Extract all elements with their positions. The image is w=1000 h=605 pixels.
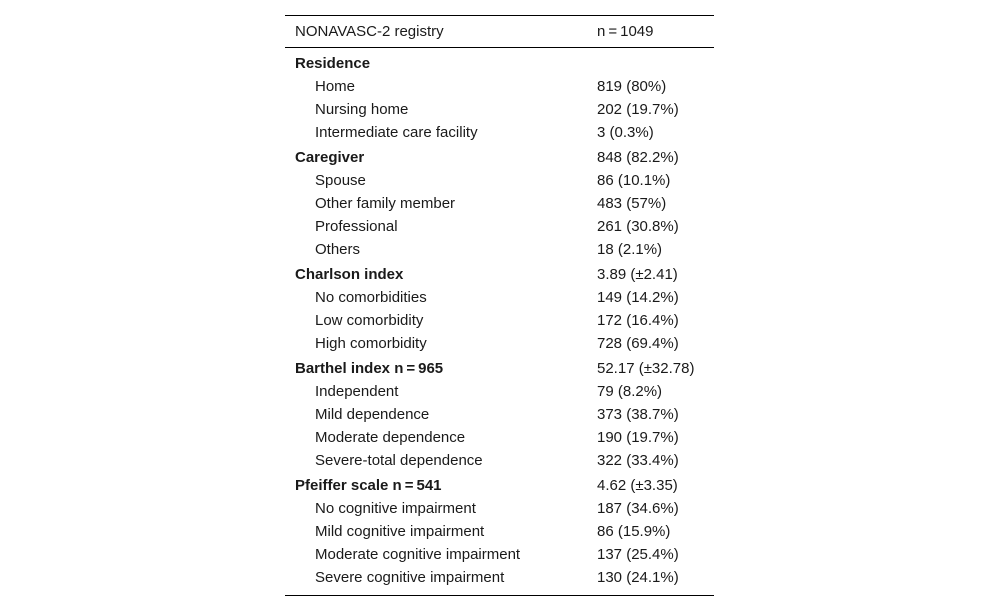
row-value: 483 (57%) (597, 195, 667, 212)
table-row (285, 543, 714, 566)
row-value: 18 (2.1%) (597, 241, 663, 258)
table-header (285, 16, 714, 48)
row-value: 149 (14.2%) (597, 289, 679, 306)
row-value: 728 (69.4%) (597, 335, 679, 352)
section-label: Residence (295, 55, 371, 72)
row-value (597, 48, 714, 76)
row-value: 848 (82.2%) (597, 149, 679, 166)
table-body (285, 48, 714, 596)
row-label: Moderate cognitive impairment (315, 546, 521, 563)
header-row (285, 16, 714, 48)
row-value: 3 (0.3%) (597, 124, 654, 141)
registry-table (285, 15, 714, 596)
row-label: Home (315, 78, 356, 95)
row-label: Mild cognitive impairment (315, 523, 485, 540)
row-label: Mild dependence (315, 406, 430, 423)
row-value: 86 (15.9%) (597, 523, 671, 540)
section-label: Pfeiffer scale n = 541 (295, 477, 442, 494)
row-value: 79 (8.2%) (597, 383, 663, 400)
row-label: Severe-total dependence (315, 452, 483, 469)
table-row (285, 169, 714, 192)
table-row (285, 238, 714, 261)
table-section-row (285, 48, 714, 76)
table-row (285, 309, 714, 332)
table-row (285, 449, 714, 472)
row-label: Independent (315, 383, 399, 400)
table-row (285, 332, 714, 355)
row-value: 322 (33.4%) (597, 452, 679, 469)
row-value: 172 (16.4%) (597, 312, 679, 329)
section-label: Caregiver (295, 149, 365, 166)
row-label: No comorbidities (315, 289, 427, 306)
row-label: Others (315, 241, 361, 258)
table-row (285, 520, 714, 543)
table-section-row (285, 472, 714, 497)
row-value: 137 (25.4%) (597, 546, 679, 563)
row-value: 86 (10.1%) (597, 172, 671, 189)
table-row (285, 286, 714, 309)
row-label: Professional (315, 218, 398, 235)
row-label: Intermediate care facility (315, 124, 478, 141)
row-value: 52.17 (±32.78) (597, 360, 695, 377)
table-section-row (285, 261, 714, 286)
row-value: 4.62 (±3.35) (597, 477, 678, 494)
table-row (285, 426, 714, 449)
header-col-registry: NONAVASC-2 registry (285, 16, 597, 48)
row-value: 130 (24.1%) (597, 566, 714, 596)
header-col-n: n = 1049 (597, 16, 714, 48)
row-value: 190 (19.7%) (597, 429, 679, 446)
table-row (285, 497, 714, 520)
row-label: Severe cognitive impairment (285, 566, 597, 596)
row-label: No cognitive impairment (315, 500, 476, 517)
table-row (285, 121, 714, 144)
row-label: Spouse (315, 172, 366, 189)
table-row (285, 215, 714, 238)
row-label: High comorbidity (315, 335, 427, 352)
table-section-row (285, 355, 714, 380)
section-label: Charlson index (295, 266, 404, 283)
section-label: Barthel index n = 965 (295, 360, 444, 377)
table-row (285, 75, 714, 98)
table-row (285, 403, 714, 426)
table-row (285, 98, 714, 121)
row-label: Moderate dependence (315, 429, 466, 446)
row-value: 261 (30.8%) (597, 218, 679, 235)
table-row (285, 192, 714, 215)
row-value: 187 (34.6%) (597, 500, 679, 517)
row-value: 202 (19.7%) (597, 101, 679, 118)
row-label: Low comorbidity (315, 312, 424, 329)
row-value: 3.89 (±2.41) (597, 266, 678, 283)
table-row (285, 380, 714, 403)
row-value: 373 (38.7%) (597, 406, 679, 423)
row-value: 819 (80%) (597, 78, 667, 95)
table-section-row (285, 144, 714, 169)
registry-table-container (285, 15, 714, 596)
table-row (285, 566, 714, 596)
row-label: Nursing home (315, 101, 409, 118)
row-label: Other family member (315, 195, 456, 212)
